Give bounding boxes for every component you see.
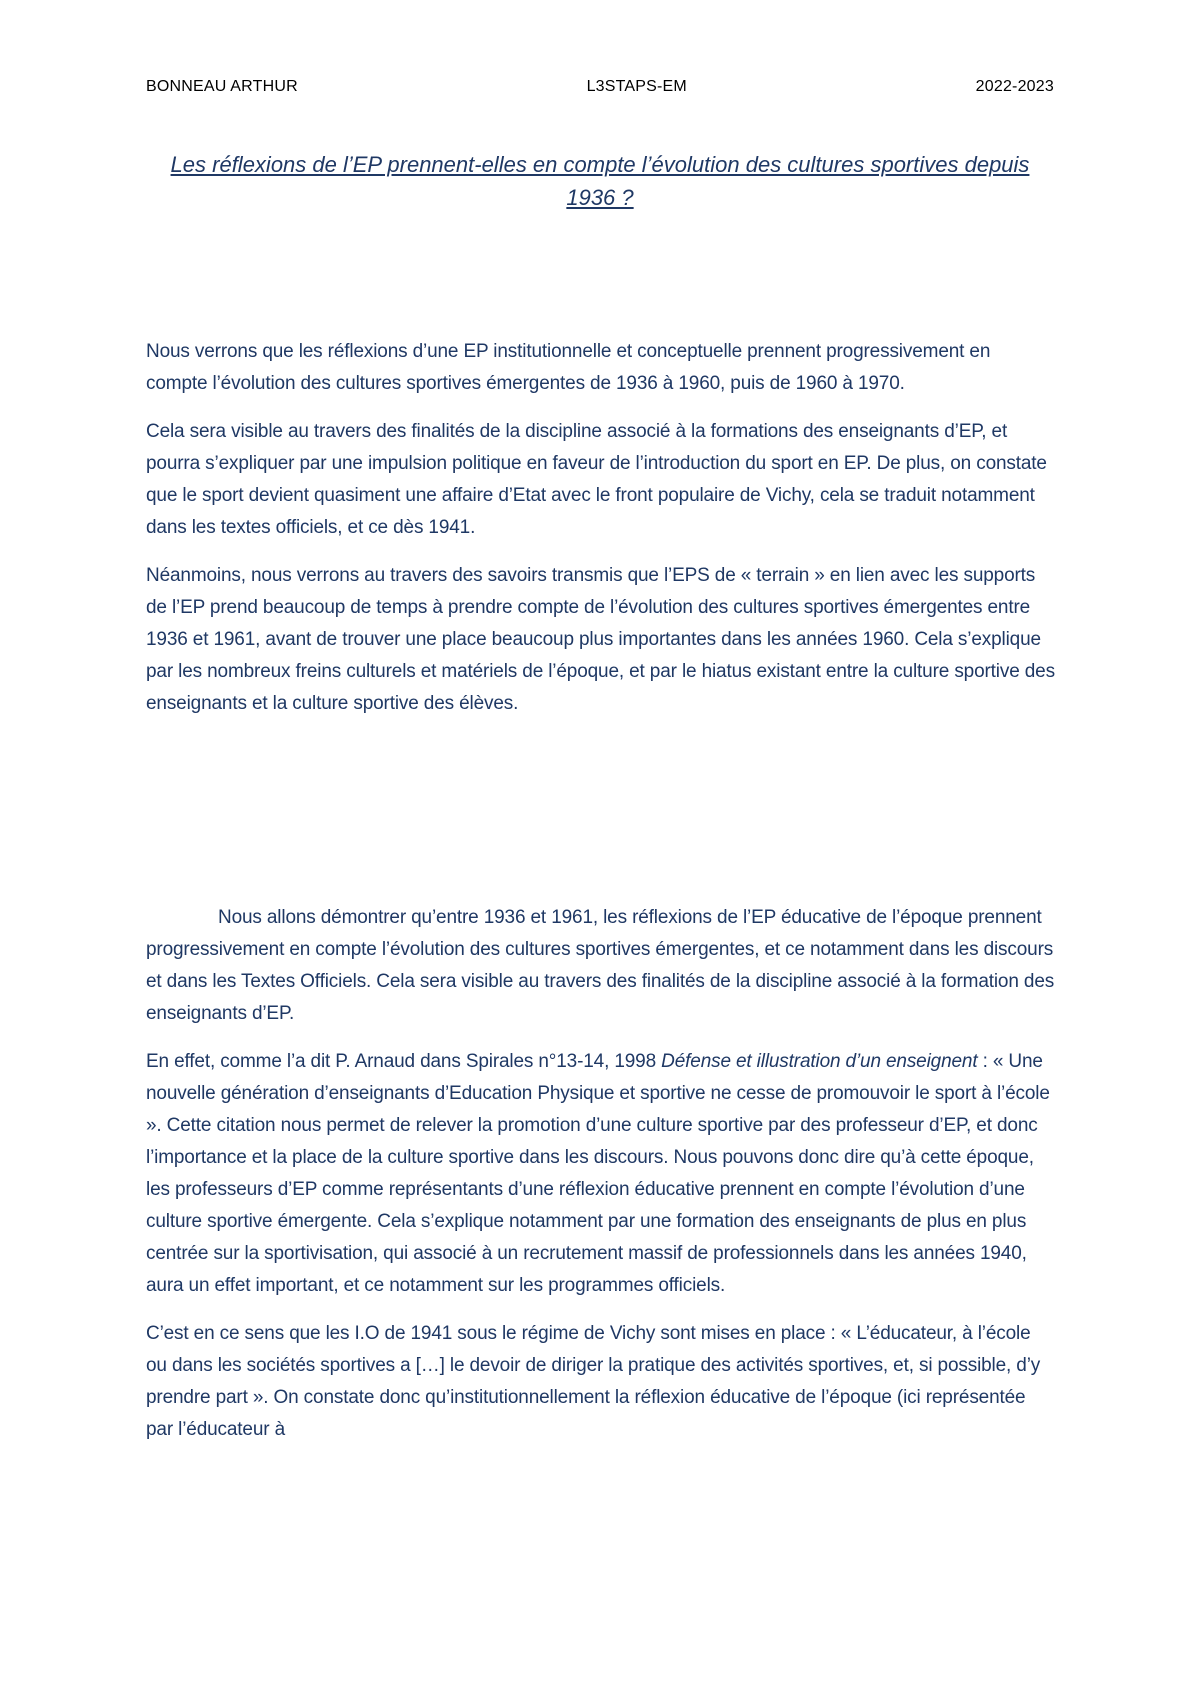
development-section — [146, 902, 1056, 1462]
development-paragraph-1: Nous allons démontrer qu’entre 1936 et 1961, les réflexions de l’EP éducative de l’époque prennent progressivement en compte l’évolution des cultures sportives émergentes, et ce notamment dans les discours et dans les Textes Officiels. Cela sera visible au travers des finalités de la discipline associé à la formation des enseignants d’EP. — [146, 907, 1055, 1024]
course-code: L3STAPS-EM — [586, 78, 687, 95]
intro-paragraph-3: Néanmoins, nous verrons au travers des savoirs transmis que l’EPS de « terrain » en lien avec les supports de l’EP prend beaucoup de temps à prendre compte de l’évolution des cultures sportives émergentes entre 1936 et 1961, avant de trouver une place beaucoup plus importantes dans les années 1960. Cela s’explique par les nombreux freins culturels et matériels de l’époque, et par le hiatus existant entre la culture sportive des enseignants et la culture sportive des élèves. — [146, 565, 1055, 714]
academic-year: 2022-2023 — [975, 78, 1054, 95]
intro-paragraph-2: Cela sera visible au travers des finalités de la discipline associé à la formations des enseignants d’EP, et pourra s’expliquer par une impulsion politique en faveur de l’introduction du sport en EP. De plus, on constate que le sport devient quasiment une affaire d’Etat avec le front populaire de Vichy, cela se traduit notamment dans les textes officiels, et ce dès 1941. — [146, 421, 1047, 538]
paragraph-2-end: : « Une nouvelle génération d’enseignants d’Education Physique et sportive ne cesse de promouvoir le sport à l’école ». Cette citation nous permet de relever la promotion d’une culture sportive par des professeur d’EP, et donc l’importance et la place de la culture sportive dans les discours. Nous pouvons donc dire qu’à cette époque, les professeurs d’EP comme représentants d’une réflexion éducative prennent en compte l’évolution d’une culture sportive émergente. Cela s’explique notamment par une formation des enseignants de plus en plus centrée sur la sportivisation, qui associé à un recrutement massif de professionnels dans les années 1940, aura un effet important, et ce notamment sur les programmes officiels. — [146, 1051, 1050, 1296]
development-paragraph-2 — [146, 1046, 1056, 1302]
introduction-section — [146, 336, 1056, 736]
paragraph-2-start: En effet, comme l’a dit P. Arnaud dans Spirales n°13-14, 1998 — [146, 1051, 662, 1072]
intro-paragraph-1: Nous verrons que les réflexions d’une EP institutionnelle et conceptuelle prennent progressivement en compte l’évolution des cultures sportives émergentes de 1936 à 1960, puis de 1960 à 1970. — [146, 341, 991, 394]
author-name: BONNEAU ARTHUR — [146, 78, 298, 95]
document-title: Les réflexions de l’EP prennent-elles en compte l’évolution des cultures sportives depuis 1936 ? — [170, 152, 1030, 210]
cited-article-title: Défense et illustration d’un enseignent — [661, 1051, 978, 1072]
page-header — [146, 78, 1054, 96]
development-paragraph-3: C’est en ce sens que les I.O de 1941 sous le régime de Vichy sont mises en place : « L’éducateur, à l’école ou dans les sociétés sportives a […] le devoir de diriger la pratique des activités sportives, et, si possible, d’y prendre part ». On constate donc qu’institutionnellement la réflexion éducative de l’époque (ici représentée par l’éducateur à — [146, 1323, 1041, 1440]
